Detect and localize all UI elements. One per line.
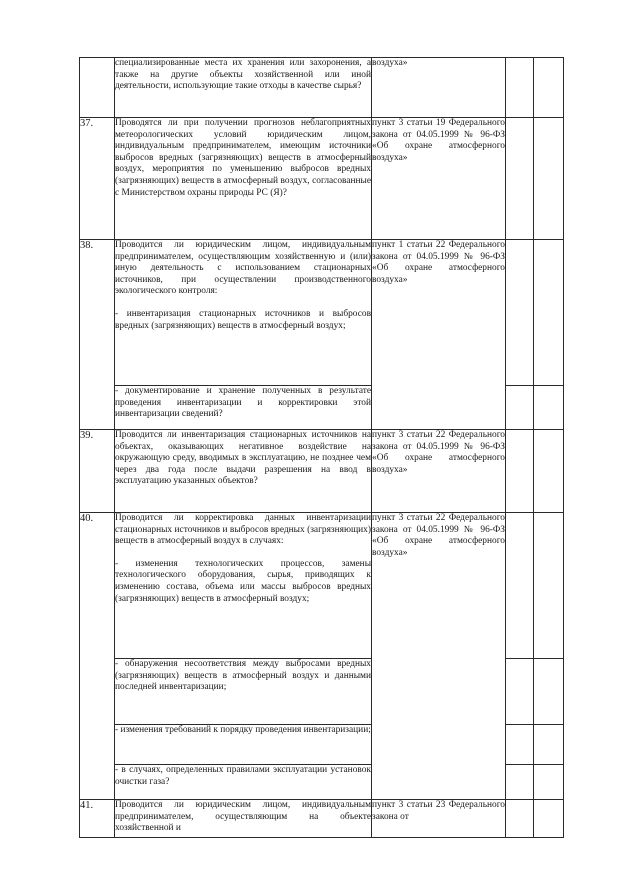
answer-no-cell[interactable] [534, 765, 564, 800]
question-cell [115, 240, 372, 386]
answer-yes-cell[interactable] [506, 800, 534, 838]
legal-basis-cell: пункт 3 статьи 19 Федерального закона от 04.05.1999 № 96-ФЗ «Об охране атмосферного воздуха» [372, 118, 506, 240]
row-number: 38. [80, 240, 115, 430]
row-number-cell [80, 58, 115, 118]
legal-basis-cell: воздуха» [372, 58, 506, 118]
question-subitem: - обнаружения несоответствия между выбросами вредных (загрязняющих) веществ в атмосферный воздух и данными последней инвентаризации; [115, 659, 372, 725]
table-row [80, 58, 564, 118]
answer-yes-cell[interactable] [506, 725, 534, 765]
answer-no-cell[interactable] [534, 725, 564, 765]
row-number: 40. [80, 513, 115, 800]
question-subitem: - документирование и хранение полученных в результате проведения инвентаризации и корректировки этой инвентаризации сведений? [115, 386, 372, 430]
question-cell: Проводится ли юридическим лицом, индивидуальным предпринимателем, осуществляющим на объекте хозяйственной и [115, 800, 372, 838]
answer-no-cell[interactable] [534, 118, 564, 240]
answer-no-cell[interactable] [534, 659, 564, 725]
row-number: 37. [80, 118, 115, 240]
answer-yes-cell[interactable] [506, 430, 534, 513]
table-row [80, 118, 564, 240]
answer-no-cell[interactable] [534, 513, 564, 659]
answer-yes-cell[interactable] [506, 513, 534, 659]
answer-no-cell[interactable] [534, 58, 564, 118]
answer-no-cell[interactable] [534, 800, 564, 838]
row-number: 41. [80, 800, 115, 838]
row-number: 39. [80, 430, 115, 513]
question-cell: Проводятся ли при получении прогнозов неблагоприятных метеорологических условий юридическим лицом, индивидуальным предпринимателем, имеющим источники выбросов вредных (загрязняющих) веществ в атмосферный воздух, мероприятия по уменьшению выбросов вредных (загрязняющих) веществ в атмосферный воздух, согласованные с Министерством охраны природы РС (Я)? [115, 118, 372, 240]
answer-yes-cell[interactable] [506, 58, 534, 118]
question-subitem: - изменения технологических процессов, замены технологического оборудования, сырья, приводящих к изменению состава, объема или массы выбросов вредных (загрязняющих) веществ в атмосферный воздух; [115, 558, 371, 604]
question-text: Проводится ли корректировка данных инвентаризации стационарных источников и выбросов вредных (загрязняющих) веществ в атмосферный воздух в случаях: [115, 513, 371, 547]
legal-basis-cell: пункт 1 статьи 22 Федерального закона от 04.05.1999 № 96-ФЗ «Об охране атмосферного воздуха» [372, 240, 506, 430]
answer-no-cell[interactable] [534, 430, 564, 513]
legal-basis-cell: пункт 3 статьи 22 Федерального закона от 04.05.1999 № 96-ФЗ «Об охране атмосферного воздуха» [372, 430, 506, 513]
answer-yes-cell[interactable] [506, 118, 534, 240]
answer-yes-cell[interactable] [506, 240, 534, 386]
table-row [80, 513, 564, 659]
question-text: Проводится ли юридическим лицом, индивидуальным предпринимателем, осуществляющим хозяйственную и (или) иную деятельность с использованием стационарных источников, при осуществлении производственного экологического контроля: [115, 240, 371, 297]
question-subitem: - в случаях, определенных правилами эксплуатации установок очистки газа? [115, 765, 372, 800]
legal-basis-cell: пункт 3 статьи 23 Федерального закона от [372, 800, 506, 838]
answer-yes-cell[interactable] [506, 765, 534, 800]
table-row [80, 430, 564, 513]
table-row [80, 800, 564, 838]
answer-yes-cell[interactable] [506, 386, 534, 430]
legal-basis-cell: пункт 3 статьи 22 Федерального закона от 04.05.1999 № 96-ФЗ «Об охране атмосферного воздуха» [372, 513, 506, 800]
question-cell: специализированные места их хранения или захоронения, а также на другие объекты хозяйственной или иной деятельности, использующие такие отходы в качестве сырья? [115, 58, 372, 118]
question-cell: Проводится ли инвентаризация стационарных источников на объектах, оказывающих негативное воздействие на окружающую среду, вводимых в эксплуатацию, не позднее чем через два года после выдачи разрешения на ввод в эксплуатацию указанных объектов? [115, 430, 372, 513]
table-row [80, 240, 564, 386]
answer-no-cell[interactable] [534, 240, 564, 386]
answer-no-cell[interactable] [534, 386, 564, 430]
question-subitem: - изменения требований к порядку проведения инвентаризации; [115, 725, 372, 765]
answer-yes-cell[interactable] [506, 659, 534, 725]
question-subitem: - инвентаризация стационарных источников и выбросов вредных (загрязняющих) веществ в атмосферный воздух; [115, 308, 371, 331]
checklist-table [79, 57, 564, 838]
question-cell [115, 513, 372, 659]
